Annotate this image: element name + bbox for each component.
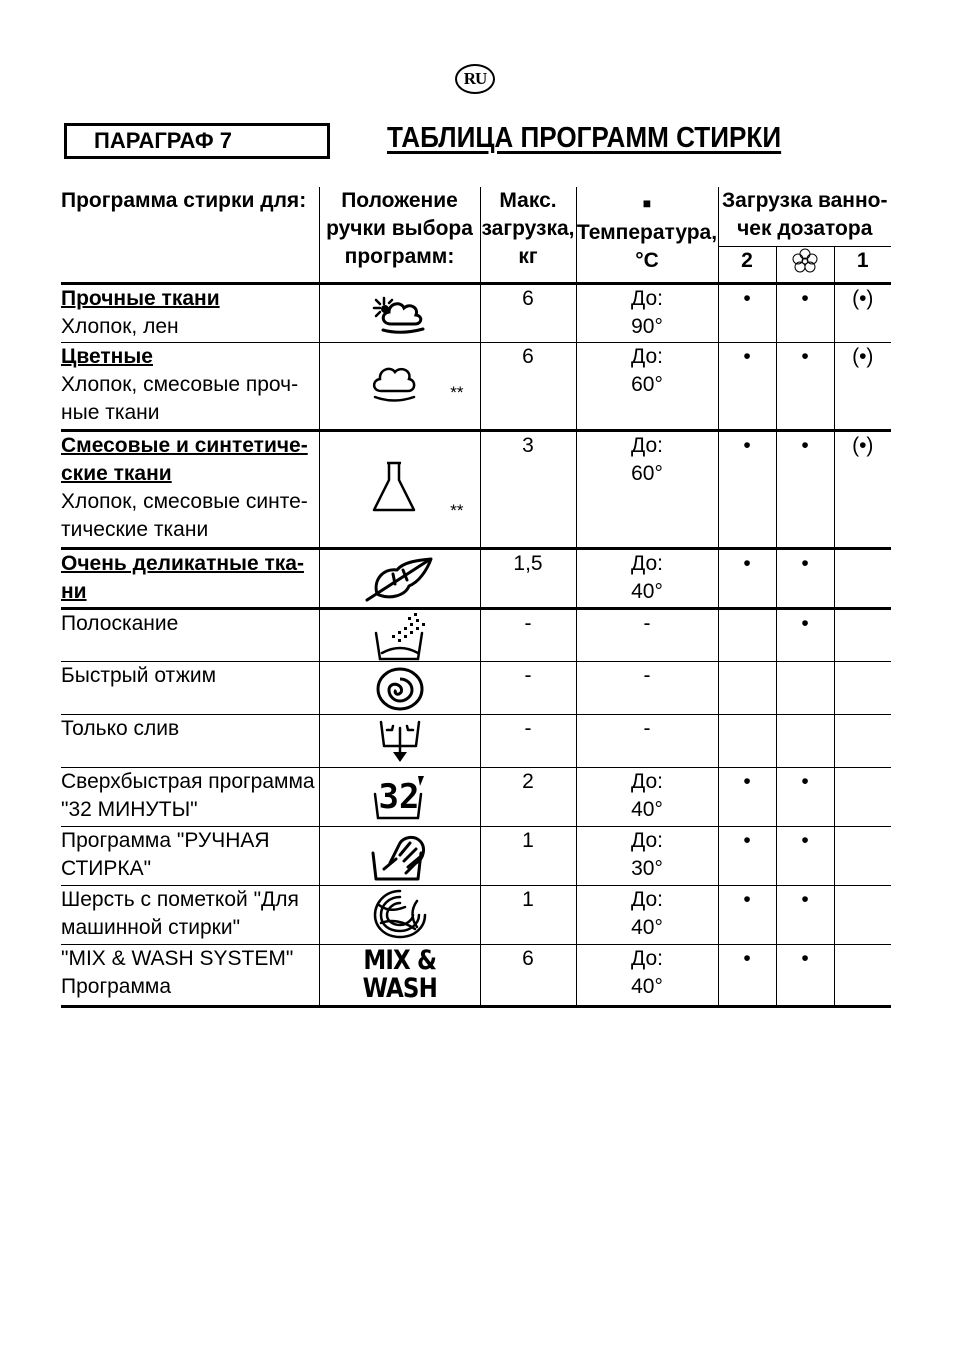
program-desc: Полоскание — [61, 611, 179, 635]
program-name: Смесовые и синтетиче-ские ткани — [61, 433, 308, 485]
disp-2-cell — [718, 714, 776, 767]
drain-icon — [377, 718, 423, 764]
temp-value: 40° — [631, 797, 663, 821]
program-desc: Быстрый отжим — [61, 663, 217, 687]
table-row — [61, 283, 891, 342]
disp-1-cell — [834, 767, 891, 826]
temp-prefix: До: — [631, 769, 663, 793]
position-cell — [319, 885, 480, 944]
footnote-stars: ** — [450, 500, 464, 520]
position-cell — [319, 548, 480, 608]
header-disp-flower — [776, 246, 834, 283]
load-cell: 2 — [480, 767, 576, 826]
mix-wash-line-2: WASH — [362, 972, 437, 1004]
disp-2-cell — [718, 608, 776, 661]
disp-1-cell — [834, 885, 891, 944]
load-cell: 1,5 — [480, 548, 576, 608]
load-cell: - — [480, 661, 576, 714]
temp-prefix: До: — [631, 433, 663, 457]
header-program: Программа стирки для: — [61, 187, 319, 283]
paragraph-label: ПАРАГРАФ 7 — [64, 123, 330, 159]
temp-value: 60° — [631, 461, 663, 485]
table-row — [61, 548, 891, 608]
footnote-stars: ** — [450, 382, 464, 402]
program-cell — [61, 548, 319, 608]
position-cell — [319, 661, 480, 714]
program-desc: Только слив — [61, 716, 180, 740]
disp-flower-cell: • — [776, 608, 834, 661]
disp-flower-cell: • — [776, 885, 834, 944]
table-row — [61, 342, 891, 430]
load-cell: - — [480, 608, 576, 661]
disp-2-cell: • — [718, 885, 776, 944]
32-minutes-icon — [372, 772, 428, 822]
program-desc: "MIX & WASH SYSTEM" Программа — [61, 946, 294, 998]
load-cell: 6 — [480, 283, 576, 342]
temp-cell — [576, 608, 718, 661]
position-cell — [319, 283, 480, 342]
program-cell — [61, 885, 319, 944]
temp-prefix: - — [643, 611, 651, 635]
disp-flower-cell: • — [776, 767, 834, 826]
disp-1-cell: (•) — [834, 430, 891, 548]
program-cell — [61, 342, 319, 430]
position-cell — [319, 944, 480, 1006]
disp-flower-cell: • — [776, 283, 834, 342]
disp-flower-cell: • — [776, 548, 834, 608]
flask-icon — [371, 460, 417, 514]
disp-1-cell — [834, 608, 891, 661]
program-desc: Шерсть с пометкой "Для машинной стирки" — [61, 887, 299, 939]
load-cell: 6 — [480, 342, 576, 430]
program-cell — [61, 608, 319, 661]
temp-value: 40° — [631, 974, 663, 998]
temp-value: 40° — [631, 579, 663, 603]
temp-prefix: До: — [631, 551, 663, 575]
disp-2-cell: • — [718, 430, 776, 548]
load-cell: 3 — [480, 430, 576, 548]
program-desc: Сверхбыстрая программа "32 МИНУТЫ" — [61, 769, 315, 821]
temp-value: 40° — [631, 915, 663, 939]
position-cell — [319, 714, 480, 767]
temp-prefix: - — [643, 716, 651, 740]
temp-value: 30° — [631, 856, 663, 880]
temp-prefix: - — [643, 663, 651, 687]
program-cell — [61, 283, 319, 342]
disp-2-cell — [718, 661, 776, 714]
disp-flower-cell: • — [776, 342, 834, 430]
temp-cell — [576, 714, 718, 767]
table-row — [61, 661, 891, 714]
program-desc: Хлопок, лен — [61, 314, 179, 338]
header-dispenser: Загрузка ванно-чек дозатора — [718, 187, 891, 246]
temp-cell — [576, 767, 718, 826]
temp-cell — [576, 342, 718, 430]
load-cell: - — [480, 714, 576, 767]
header-temperature — [576, 187, 718, 283]
program-name: Прочные ткани — [61, 286, 220, 310]
temp-cell — [576, 944, 718, 1006]
table-row — [61, 826, 891, 885]
program-desc: Хлопок, смесовые синте-тические ткани — [61, 489, 308, 541]
temp-cell — [576, 826, 718, 885]
load-cell: 1 — [480, 885, 576, 944]
program-desc: Хлопок, смесовые проч-ные ткани — [61, 372, 299, 424]
cloud-icon — [369, 359, 419, 407]
mix-wash-line-1: MIX & — [363, 944, 436, 976]
wool-icon — [371, 887, 429, 941]
program-name: Очень деликатные тка-ни — [61, 551, 304, 603]
disp-1-cell: (•) — [834, 283, 891, 342]
header-disp-2: 2 — [718, 246, 776, 283]
position-cell — [319, 767, 480, 826]
temp-label: Температура, °C — [576, 221, 718, 272]
program-cell — [61, 430, 319, 548]
flower-icon — [790, 248, 820, 274]
disp-flower-cell — [776, 661, 834, 714]
position-cell — [319, 430, 480, 548]
header-disp-1: 1 — [834, 246, 891, 283]
temp-prefix: До: — [631, 344, 663, 368]
mix-wash-icon — [362, 944, 437, 1004]
disp-flower-cell: • — [776, 430, 834, 548]
disp-2-cell: • — [718, 944, 776, 1006]
table-row — [61, 885, 891, 944]
header-max-load: Макс. загрузка, кг — [480, 187, 576, 283]
rinse-icon — [372, 613, 428, 661]
disp-1-cell — [834, 661, 891, 714]
cotton-sun-cloud-icon — [369, 291, 431, 337]
disp-2-cell: • — [718, 283, 776, 342]
temp-value: 90° — [631, 314, 663, 338]
spin-icon — [375, 666, 425, 712]
temp-cell — [576, 430, 718, 548]
program-cell — [61, 661, 319, 714]
feather-icon — [363, 556, 437, 604]
disp-flower-cell: • — [776, 944, 834, 1006]
disp-1-cell — [834, 714, 891, 767]
disp-2-cell: • — [718, 342, 776, 430]
position-cell — [319, 826, 480, 885]
temp-marker: ■ — [642, 195, 652, 211]
table-row — [61, 608, 891, 661]
temp-prefix: До: — [631, 946, 663, 970]
position-cell — [319, 608, 480, 661]
table-row — [61, 430, 891, 548]
temp-cell — [576, 885, 718, 944]
disp-flower-cell: • — [776, 826, 834, 885]
temp-cell — [576, 661, 718, 714]
position-cell — [319, 342, 480, 430]
disp-flower-cell — [776, 714, 834, 767]
program-cell — [61, 767, 319, 826]
hand-wash-icon — [370, 829, 430, 883]
table-row — [61, 944, 891, 1006]
load-cell: 6 — [480, 944, 576, 1006]
table-row — [61, 714, 891, 767]
temp-value: 60° — [631, 372, 663, 396]
load-cell: 1 — [480, 826, 576, 885]
header-position: Положение ручки выбора программ: — [319, 187, 480, 283]
disp-1-cell: (•) — [834, 342, 891, 430]
disp-2-cell: • — [718, 826, 776, 885]
temp-cell — [576, 283, 718, 342]
disp-1-cell — [834, 826, 891, 885]
disp-1-cell — [834, 548, 891, 608]
disp-1-cell — [834, 944, 891, 1006]
temp-prefix: До: — [631, 887, 663, 911]
table-row — [61, 767, 891, 826]
program-table — [61, 187, 891, 1008]
page-title: ТАБЛИЦА ПРОГРАММ СТИРКИ — [387, 122, 782, 154]
program-name: Цветные — [61, 344, 153, 368]
program-cell — [61, 944, 319, 1006]
program-cell — [61, 714, 319, 767]
svg-text:32: 32 — [378, 776, 419, 817]
program-cell — [61, 826, 319, 885]
temp-prefix: До: — [631, 286, 663, 310]
disp-2-cell: • — [718, 767, 776, 826]
disp-2-cell: • — [718, 548, 776, 608]
language-badge: RU — [455, 64, 495, 94]
program-desc: Программа "РУЧНАЯ СТИРКА" — [61, 828, 270, 880]
temp-cell — [576, 548, 718, 608]
temp-prefix: До: — [631, 828, 663, 852]
